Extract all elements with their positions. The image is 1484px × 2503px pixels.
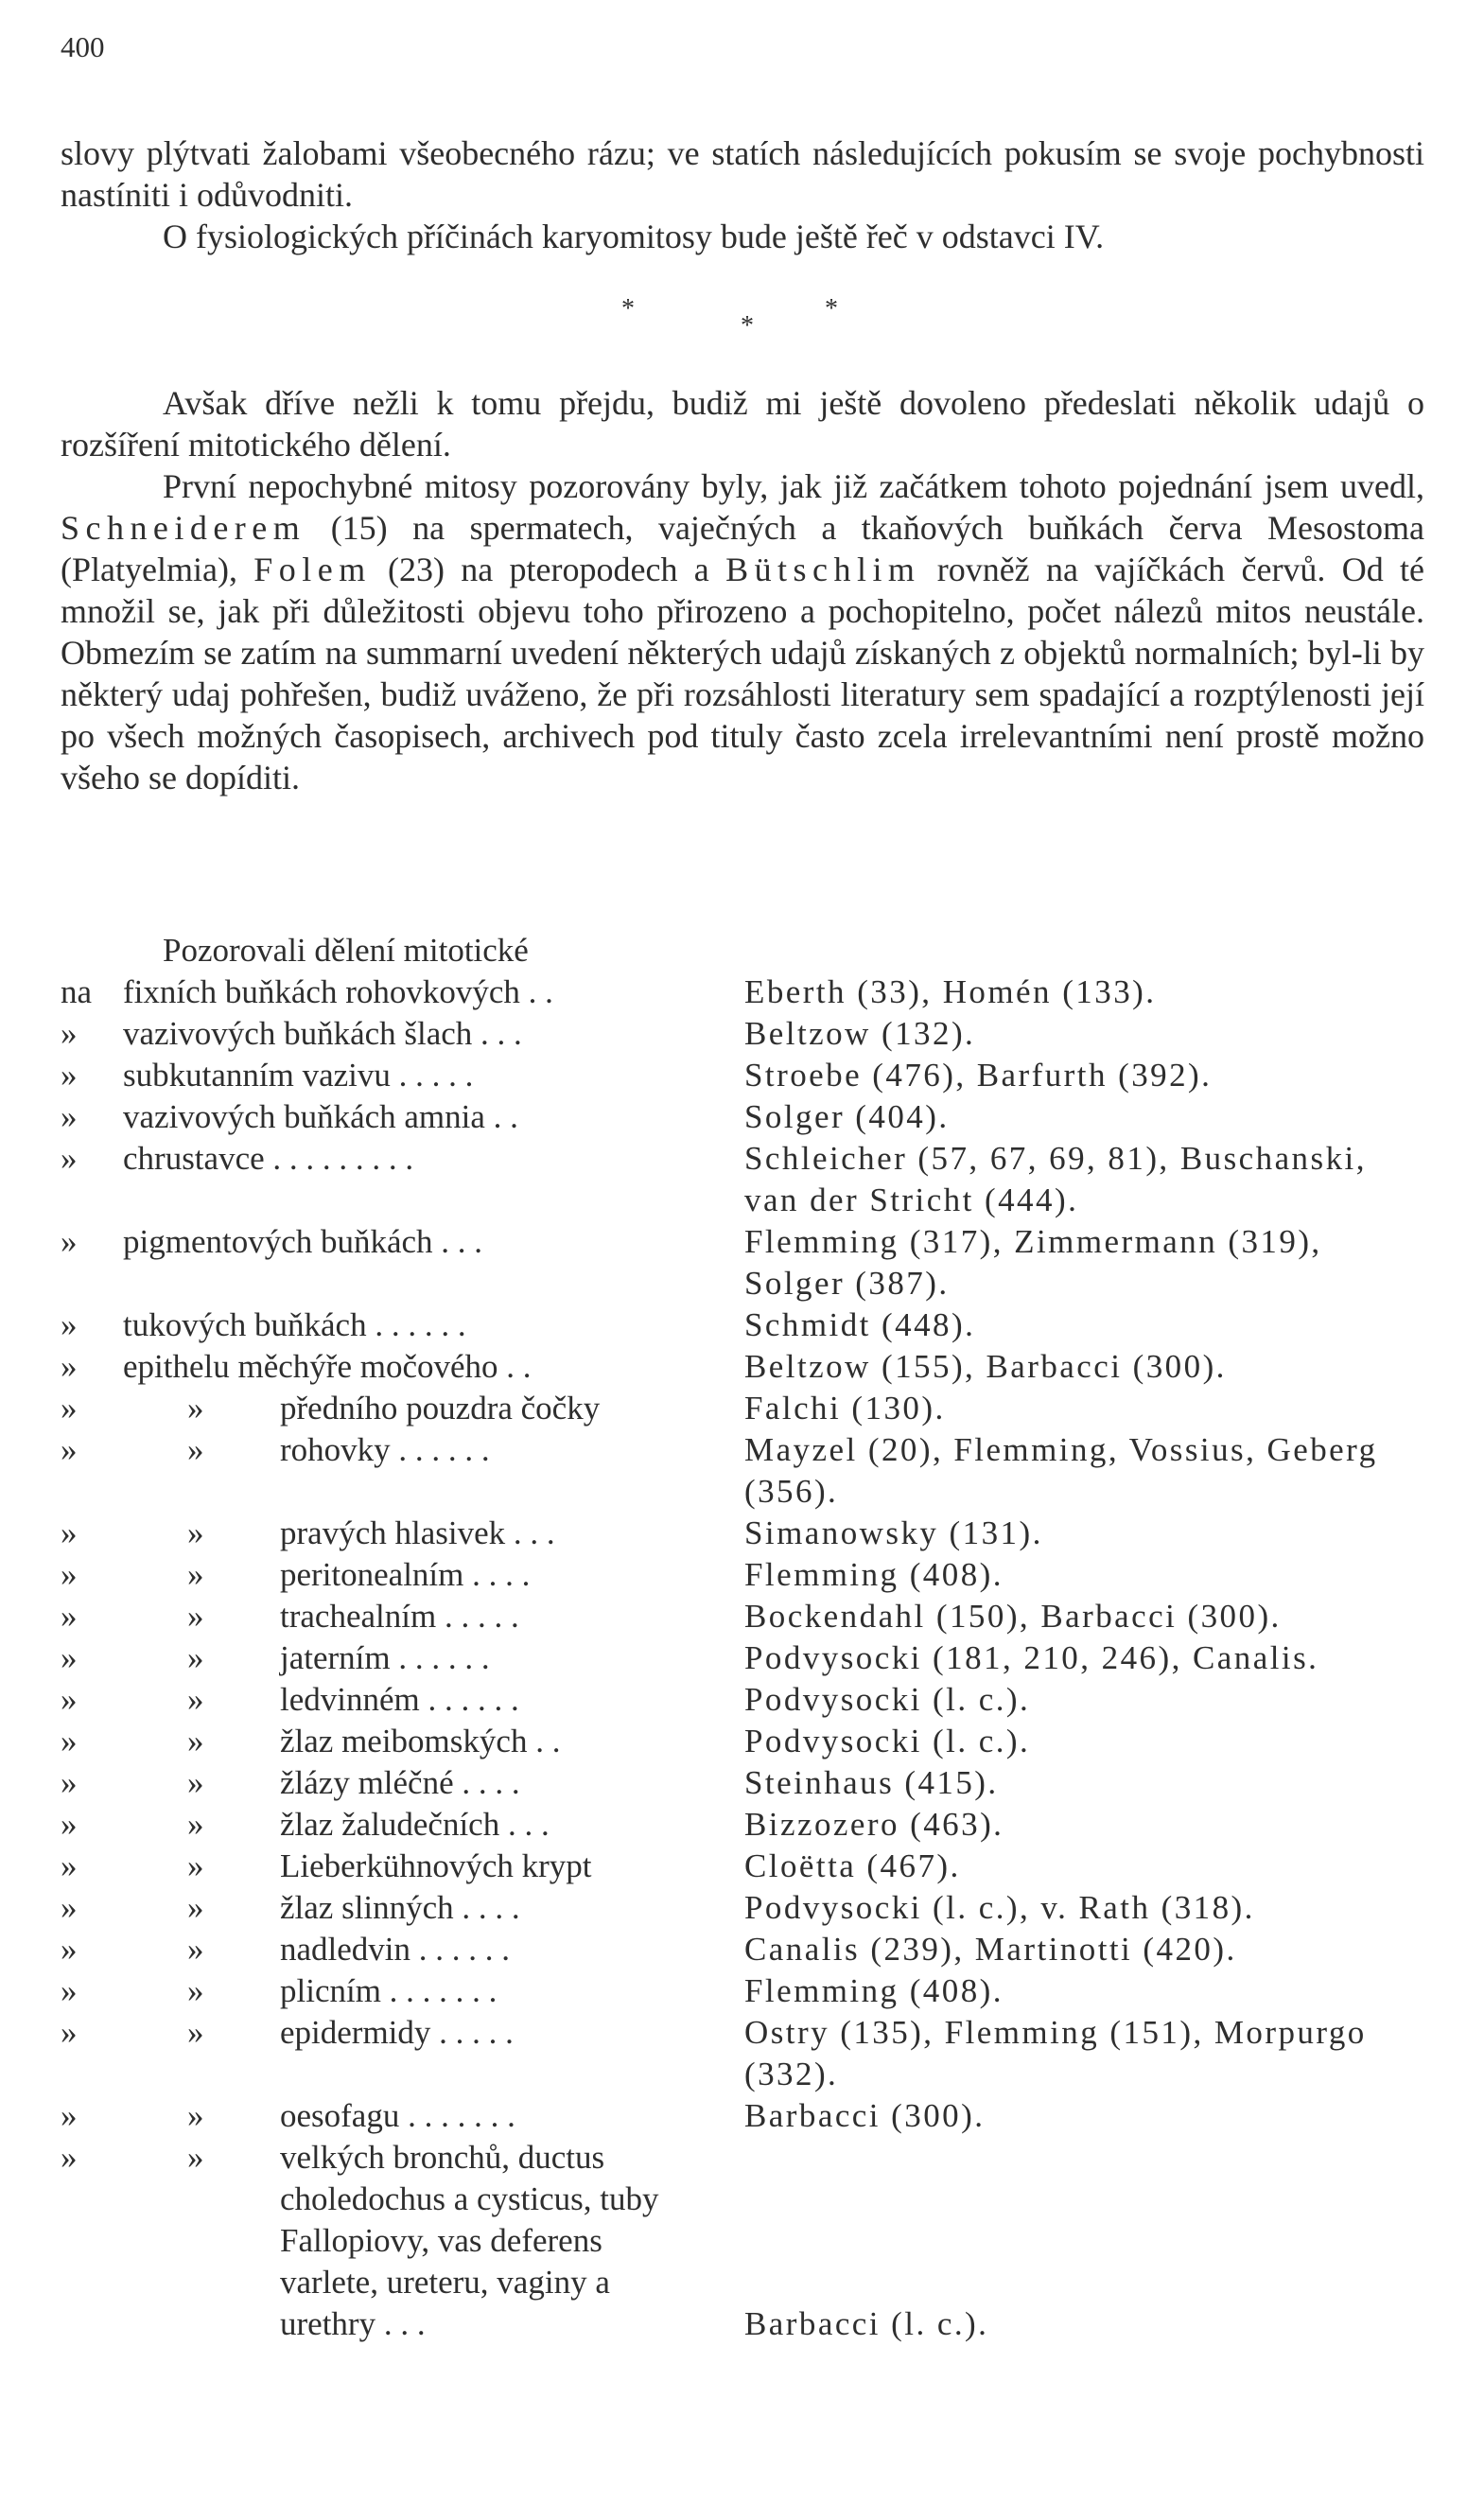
tissue-label: chrustavce . . . . . . . . . bbox=[123, 1140, 414, 1177]
ditto-mark: » bbox=[61, 2014, 78, 2051]
tissue-label: rohovky . . . . . . bbox=[280, 1431, 490, 1468]
source-citation-text: Steinhaus (415). bbox=[744, 1764, 999, 1801]
ditto-mark: » bbox=[61, 1098, 78, 1135]
source-citation-text: Flemming (317), Zimmermann (319), Solger (387). bbox=[744, 1223, 1322, 1302]
observations-table bbox=[0, 971, 1484, 2345]
paragraph-text: Avšak dříve nežli k tomu přejdu, budiž mi ještě dovoleno předeslati několik udajů o rozšíření mitotického dělení. bbox=[61, 384, 1424, 464]
source-citation bbox=[744, 1096, 1423, 1138]
paragraph-text bbox=[61, 465, 1424, 798]
source-citation-text: Cloëtta (467). bbox=[744, 1847, 961, 1884]
ditto-mark: » bbox=[61, 1847, 78, 1884]
author-name: Folem bbox=[253, 551, 372, 588]
source-citation-text: Beltzow (132). bbox=[744, 1015, 976, 1052]
author-name: Bütschlim bbox=[725, 551, 921, 588]
star-glyph: * bbox=[741, 311, 754, 341]
ditto-mark: » bbox=[61, 1348, 78, 1385]
source-citation bbox=[744, 1637, 1423, 1679]
source-citation bbox=[744, 1013, 1423, 1055]
source-citation-text: Podvysocki (l. c.). bbox=[744, 1723, 1031, 1759]
source-citation bbox=[744, 1596, 1423, 1637]
source-citation bbox=[744, 1138, 1423, 1221]
table-row bbox=[0, 2012, 1484, 2095]
source-citation bbox=[744, 1429, 1423, 1513]
source-citation-text: Bizzozero (463). bbox=[744, 1806, 1004, 1843]
source-citation bbox=[744, 1721, 1423, 1762]
ditto-mark: » bbox=[187, 1390, 204, 1427]
ditto-mark: » bbox=[187, 1889, 204, 1926]
source-citation-text: Podvysocki (l. c.), v. Rath (318). bbox=[744, 1889, 1255, 1926]
tissue-label: nadledvin . . . . . . bbox=[280, 1931, 511, 1968]
ditto-mark: » bbox=[187, 1972, 204, 2009]
source-citation-text: Eberth (33), Homén (133). bbox=[744, 973, 1157, 1010]
author-name: Schneiderem bbox=[61, 509, 306, 547]
paragraph-text: rovněž na vajíčkách červů. Od té množil se, jak při důležitosti objevu toho přirozeno a pochopitelno, počet nálezů mitos neustále. Obmezím se zatím na summarní uvedení některých udajů získaných z objektů normalních; byl-li by některý udaj pohřešen, budiž uváženo, že při rozsáhlosti literatury sem spadající a rozptýlenosti její po všech možných časopisech, archivech pod tituly často zcela irrelevantními není prostě možno všeho se dopíditi. bbox=[61, 551, 1425, 796]
tissue-label: fixních buňkách rohovkových . . bbox=[123, 973, 553, 1010]
section-divider-stars bbox=[0, 289, 1484, 345]
tissue-label: pigmentových buňkách . . . bbox=[123, 1223, 483, 1260]
source-citation-text: Solger (404). bbox=[744, 1098, 950, 1135]
table-row bbox=[0, 1762, 1484, 1804]
table-row bbox=[0, 1096, 1484, 1138]
source-citation-text: Schleicher (57, 67, 69, 81), Buschanski, van der Stricht (444). bbox=[744, 1140, 1367, 1218]
source-citation bbox=[744, 1055, 1423, 1096]
paragraph-text: O fysiologických příčinách karyomitosy bude ještě řeč v odstavci IV. bbox=[163, 218, 1105, 255]
page-number: 400 bbox=[61, 30, 105, 63]
ditto-mark: » bbox=[61, 1972, 78, 2009]
table-row bbox=[0, 1513, 1484, 1554]
ditto-mark: » bbox=[187, 2139, 204, 2176]
table-row bbox=[0, 2137, 1484, 2345]
ditto-mark: » bbox=[61, 1431, 78, 1468]
ditto-mark: » bbox=[187, 2097, 204, 2134]
source-citation-text: Simanowsky (131). bbox=[744, 1514, 1043, 1551]
source-citation-text: Stroebe (476), Barfurth (392). bbox=[744, 1057, 1213, 1094]
source-citation bbox=[744, 2303, 1423, 2345]
ditto-mark: » bbox=[187, 1639, 204, 1676]
paragraph-text: slovy plýtvati žalobami všeobecného rázu; ve statích následujících pokusím se svoje pochybnosti nastíniti i odůvodniti. bbox=[61, 134, 1424, 214]
star-glyph: * bbox=[621, 294, 635, 324]
source-citation-text: Ostry (135), Flemming (151), Morpurgo (332). bbox=[744, 2014, 1367, 2092]
ditto-mark: » bbox=[187, 1681, 204, 1718]
tissue-label: žlaz slinných . . . . bbox=[280, 1889, 520, 1926]
ditto-mark: » bbox=[61, 1306, 78, 1343]
table-row bbox=[0, 1846, 1484, 1887]
tissue-label: žlaz žaludečních . . . bbox=[280, 1806, 550, 1843]
source-citation bbox=[744, 1679, 1423, 1721]
ditto-mark: » bbox=[61, 1889, 78, 1926]
tissue-label: vazivových buňkách amnia . . bbox=[123, 1098, 518, 1135]
ditto-mark: » bbox=[61, 1390, 78, 1427]
star-glyph: * bbox=[825, 294, 838, 324]
ditto-mark: » bbox=[61, 1140, 78, 1177]
source-citation-text: Mayzel (20), Flemming, Vossius, Geberg (356). bbox=[744, 1431, 1378, 1510]
ditto-mark: » bbox=[187, 1806, 204, 1843]
table-row bbox=[0, 1679, 1484, 1721]
source-citation bbox=[744, 1346, 1423, 1388]
source-citation bbox=[744, 1388, 1423, 1429]
table-row bbox=[0, 1055, 1484, 1096]
source-citation bbox=[744, 1221, 1423, 1304]
source-citation bbox=[744, 1929, 1423, 1970]
tissue-label: plicním . . . . . . . bbox=[280, 1972, 498, 2009]
table-row bbox=[0, 1429, 1484, 1513]
table-row bbox=[0, 1221, 1484, 1304]
tissue-label: ledvinném . . . . . . bbox=[280, 1681, 519, 1718]
tissue-label: peritonealním . . . . bbox=[280, 1556, 531, 1593]
source-citation-text: Bockendahl (150), Barbacci (300). bbox=[744, 1598, 1282, 1635]
ditto-mark: » bbox=[61, 1764, 78, 1801]
source-citation bbox=[744, 1970, 1423, 2012]
source-citation bbox=[744, 1554, 1423, 1596]
table-row bbox=[0, 1596, 1484, 1637]
source-citation-text: Podvysocki (l. c.). bbox=[744, 1681, 1031, 1718]
paragraph-text: (23) na pteropodech a bbox=[387, 551, 709, 588]
ditto-mark: » bbox=[187, 1514, 204, 1551]
source-citation bbox=[744, 1804, 1423, 1846]
ditto-mark: » bbox=[61, 1556, 78, 1593]
table-row bbox=[0, 1887, 1484, 1929]
tissue-label: epithelu měchýře močového . . bbox=[123, 1348, 532, 1385]
table-row bbox=[0, 1304, 1484, 1346]
table-row bbox=[0, 971, 1484, 1013]
table-row bbox=[0, 1970, 1484, 2012]
ditto-mark: » bbox=[187, 1598, 204, 1635]
ditto-mark: » bbox=[187, 1764, 204, 1801]
source-citation-text: Schmidt (448). bbox=[744, 1306, 976, 1343]
ditto-mark: » bbox=[61, 1723, 78, 1759]
ditto-mark: » bbox=[61, 2139, 78, 2176]
tissue-label: pravých hlasivek . . . bbox=[280, 1514, 555, 1551]
table-row bbox=[0, 1346, 1484, 1388]
source-citation bbox=[744, 2012, 1423, 2095]
source-citation-text: Podvysocki (181, 210, 246), Canalis. bbox=[744, 1639, 1319, 1676]
source-citation-text: Flemming (408). bbox=[744, 1556, 1004, 1593]
source-citation-text: Canalis (239), Martinotti (420). bbox=[744, 1931, 1237, 1968]
ditto-mark: » bbox=[61, 1598, 78, 1635]
ditto-mark: » bbox=[61, 1015, 78, 1052]
paragraph-continuation bbox=[61, 132, 1424, 257]
source-citation-text: Beltzow (155), Barbacci (300). bbox=[744, 1348, 1227, 1385]
tissue-label: vazivových buňkách šlach . . . bbox=[123, 1015, 522, 1052]
ditto-mark: » bbox=[61, 1806, 78, 1843]
paragraph-text: (15) na spermatech, vaječných a tkaňových buňkách červa Mesostoma (Platyelmia), bbox=[61, 509, 1424, 588]
tissue-label: epidermidy . . . . . bbox=[280, 2014, 514, 2051]
tissue-label: žlaz meibomských . . bbox=[280, 1723, 561, 1759]
table-row bbox=[0, 1013, 1484, 1055]
table-row bbox=[0, 1804, 1484, 1846]
source-citation bbox=[744, 971, 1423, 1013]
source-citation bbox=[744, 1846, 1423, 1887]
tissue-label: předního pouzdra čočky bbox=[280, 1390, 601, 1427]
table-row bbox=[0, 1929, 1484, 1970]
ditto-mark: » bbox=[61, 2097, 78, 2134]
source-citation bbox=[744, 1513, 1423, 1554]
tissue-label: tukových buňkách . . . . . . bbox=[123, 1306, 466, 1343]
ditto-mark: » bbox=[61, 1223, 78, 1260]
tissue-label: velkých bronchů, ductus choledochus a cysticus, tuby Fallopiovy, vas deferens varlete, ureteru, vaginy a urethry . . . bbox=[280, 2139, 659, 2342]
ditto-mark: » bbox=[187, 1723, 204, 1759]
source-citation-text: Falchi (130). bbox=[744, 1390, 946, 1427]
tissue-label: žlázy mléčné . . . . bbox=[280, 1764, 520, 1801]
source-citation bbox=[744, 1304, 1423, 1346]
source-citation-text: Flemming (408). bbox=[744, 1972, 1004, 2009]
table-row bbox=[0, 2095, 1484, 2137]
table-row bbox=[0, 1554, 1484, 1596]
table-row bbox=[0, 1637, 1484, 1679]
source-citation bbox=[744, 1887, 1423, 1929]
tissue-label: jaterním . . . . . . bbox=[280, 1639, 490, 1676]
ditto-mark: » bbox=[187, 2014, 204, 2051]
ditto-mark: » bbox=[61, 1681, 78, 1718]
ditto-mark: » bbox=[61, 1057, 78, 1094]
source-citation-text: Barbacci (300). bbox=[744, 2097, 986, 2134]
ditto-mark: » bbox=[187, 1931, 204, 1968]
ditto-mark: » bbox=[61, 1639, 78, 1676]
tissue-label: Lieberkühnových krypt bbox=[280, 1847, 592, 1884]
ditto-mark: » bbox=[61, 1931, 78, 1968]
ditto-mark: » bbox=[187, 1556, 204, 1593]
source-citation-text: Barbacci (l. c.). bbox=[744, 2305, 989, 2342]
table-row bbox=[0, 1138, 1484, 1221]
tissue-label: subkutanním vazivu . . . . . bbox=[123, 1057, 474, 1094]
source-citation bbox=[744, 1762, 1423, 1804]
paragraph-mitosis-history bbox=[61, 382, 1424, 798]
table-row bbox=[0, 1721, 1484, 1762]
source-citation bbox=[744, 2095, 1423, 2137]
table-row bbox=[0, 1388, 1484, 1429]
table-heading: Pozorovali dělení mitotické bbox=[163, 932, 529, 969]
tissue-label: trachealním . . . . . bbox=[280, 1598, 519, 1635]
ditto-mark: » bbox=[187, 1847, 204, 1884]
ditto-mark: na bbox=[61, 973, 93, 1010]
ditto-mark: » bbox=[61, 1514, 78, 1551]
tissue-label: oesofagu . . . . . . . bbox=[280, 2097, 515, 2134]
paragraph-text: První nepochybné mitosy pozorovány byly, jak již začátkem tohoto pojednání jsem uvedl, bbox=[163, 467, 1424, 505]
ditto-mark: » bbox=[187, 1431, 204, 1468]
